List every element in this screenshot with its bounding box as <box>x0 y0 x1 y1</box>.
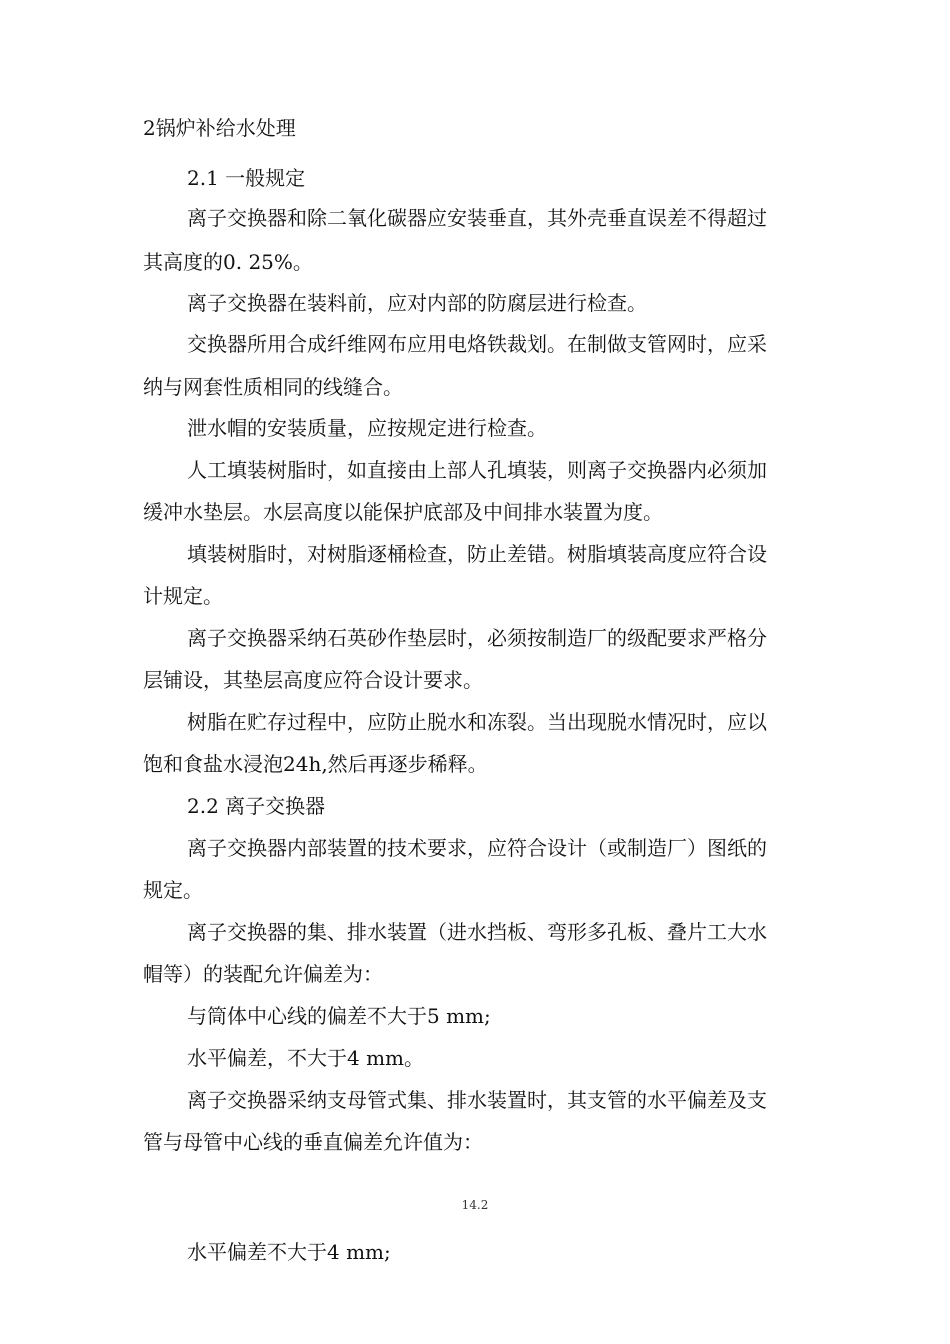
paragraph-line: 帽等）的装配允许偏差为： <box>143 962 383 986</box>
subsection-heading: 2.2 离子交换器 <box>187 794 326 818</box>
paragraph-line: 计规定。 <box>143 584 223 608</box>
paragraph-line: 规定。 <box>143 878 203 902</box>
section-heading: 2锅炉补给水处理 <box>143 116 296 140</box>
page-number: 14.2 <box>461 1198 489 1212</box>
paragraph-line: 树脂在贮存过程中，应防止脱水和冻裂。当出现脱水情况时，应以 <box>187 710 767 734</box>
paragraph-line: 填装树脂时，对树脂逐桶检查，防止差错。树脂填装高度应符合设 <box>187 542 767 566</box>
paragraph-line: 离子交换器的集、排水装置（进水挡板、弯形多孔板、叠片工大水 <box>187 920 767 944</box>
paragraph-line: 离子交换器在装料前，应对内部的防腐层进行检查。 <box>187 291 647 315</box>
paragraph-line: 其高度的0. 25%。 <box>143 250 313 274</box>
paragraph-line: 离子交换器和除二氧化碳器应安装垂直，其外壳垂直误差不得超过 <box>187 206 767 230</box>
paragraph-line: 水平偏差不大于4 mm; <box>187 1240 391 1264</box>
paragraph-line: 离子交换器内部装置的技术要求，应符合设计（或制造厂）图纸的 <box>187 836 767 860</box>
paragraph-line: 人工填装树脂时，如直接由上部人孔填装，则离子交换器内必须加 <box>187 458 767 482</box>
paragraph-line: 管与母管中心线的垂直偏差允许值为： <box>143 1130 483 1154</box>
paragraph-line: 离子交换器采纳支母管式集、排水装置时，其支管的水平偏差及支 <box>187 1088 767 1112</box>
paragraph-line: 层铺设，其垫层高度应符合设计要求。 <box>143 668 483 692</box>
subsection-heading: 2.1 一般规定 <box>187 166 306 190</box>
paragraph-line: 与筒体中心线的偏差不大于5 mm; <box>187 1004 491 1028</box>
paragraph-line: 纳与网套性质相同的线缝合。 <box>143 375 403 399</box>
paragraph-line: 泄水帽的安装质量，应按规定进行检查。 <box>187 416 547 440</box>
paragraph-line: 水平偏差，不大于4 mm。 <box>187 1046 425 1070</box>
paragraph-line: 离子交换器采纳石英砂作垫层时，必须按制造厂的级配要求严格分 <box>187 626 767 650</box>
paragraph-line: 缓冲水垫层。水层高度以能保护底部及中间排水装置为度。 <box>143 500 663 524</box>
paragraph-line: 交换器所用合成纤维网布应用电烙铁裁划。在制做支管网时，应采 <box>187 332 767 356</box>
paragraph-line: 饱和食盐水浸泡24h,然后再逐步稀释。 <box>143 752 488 776</box>
